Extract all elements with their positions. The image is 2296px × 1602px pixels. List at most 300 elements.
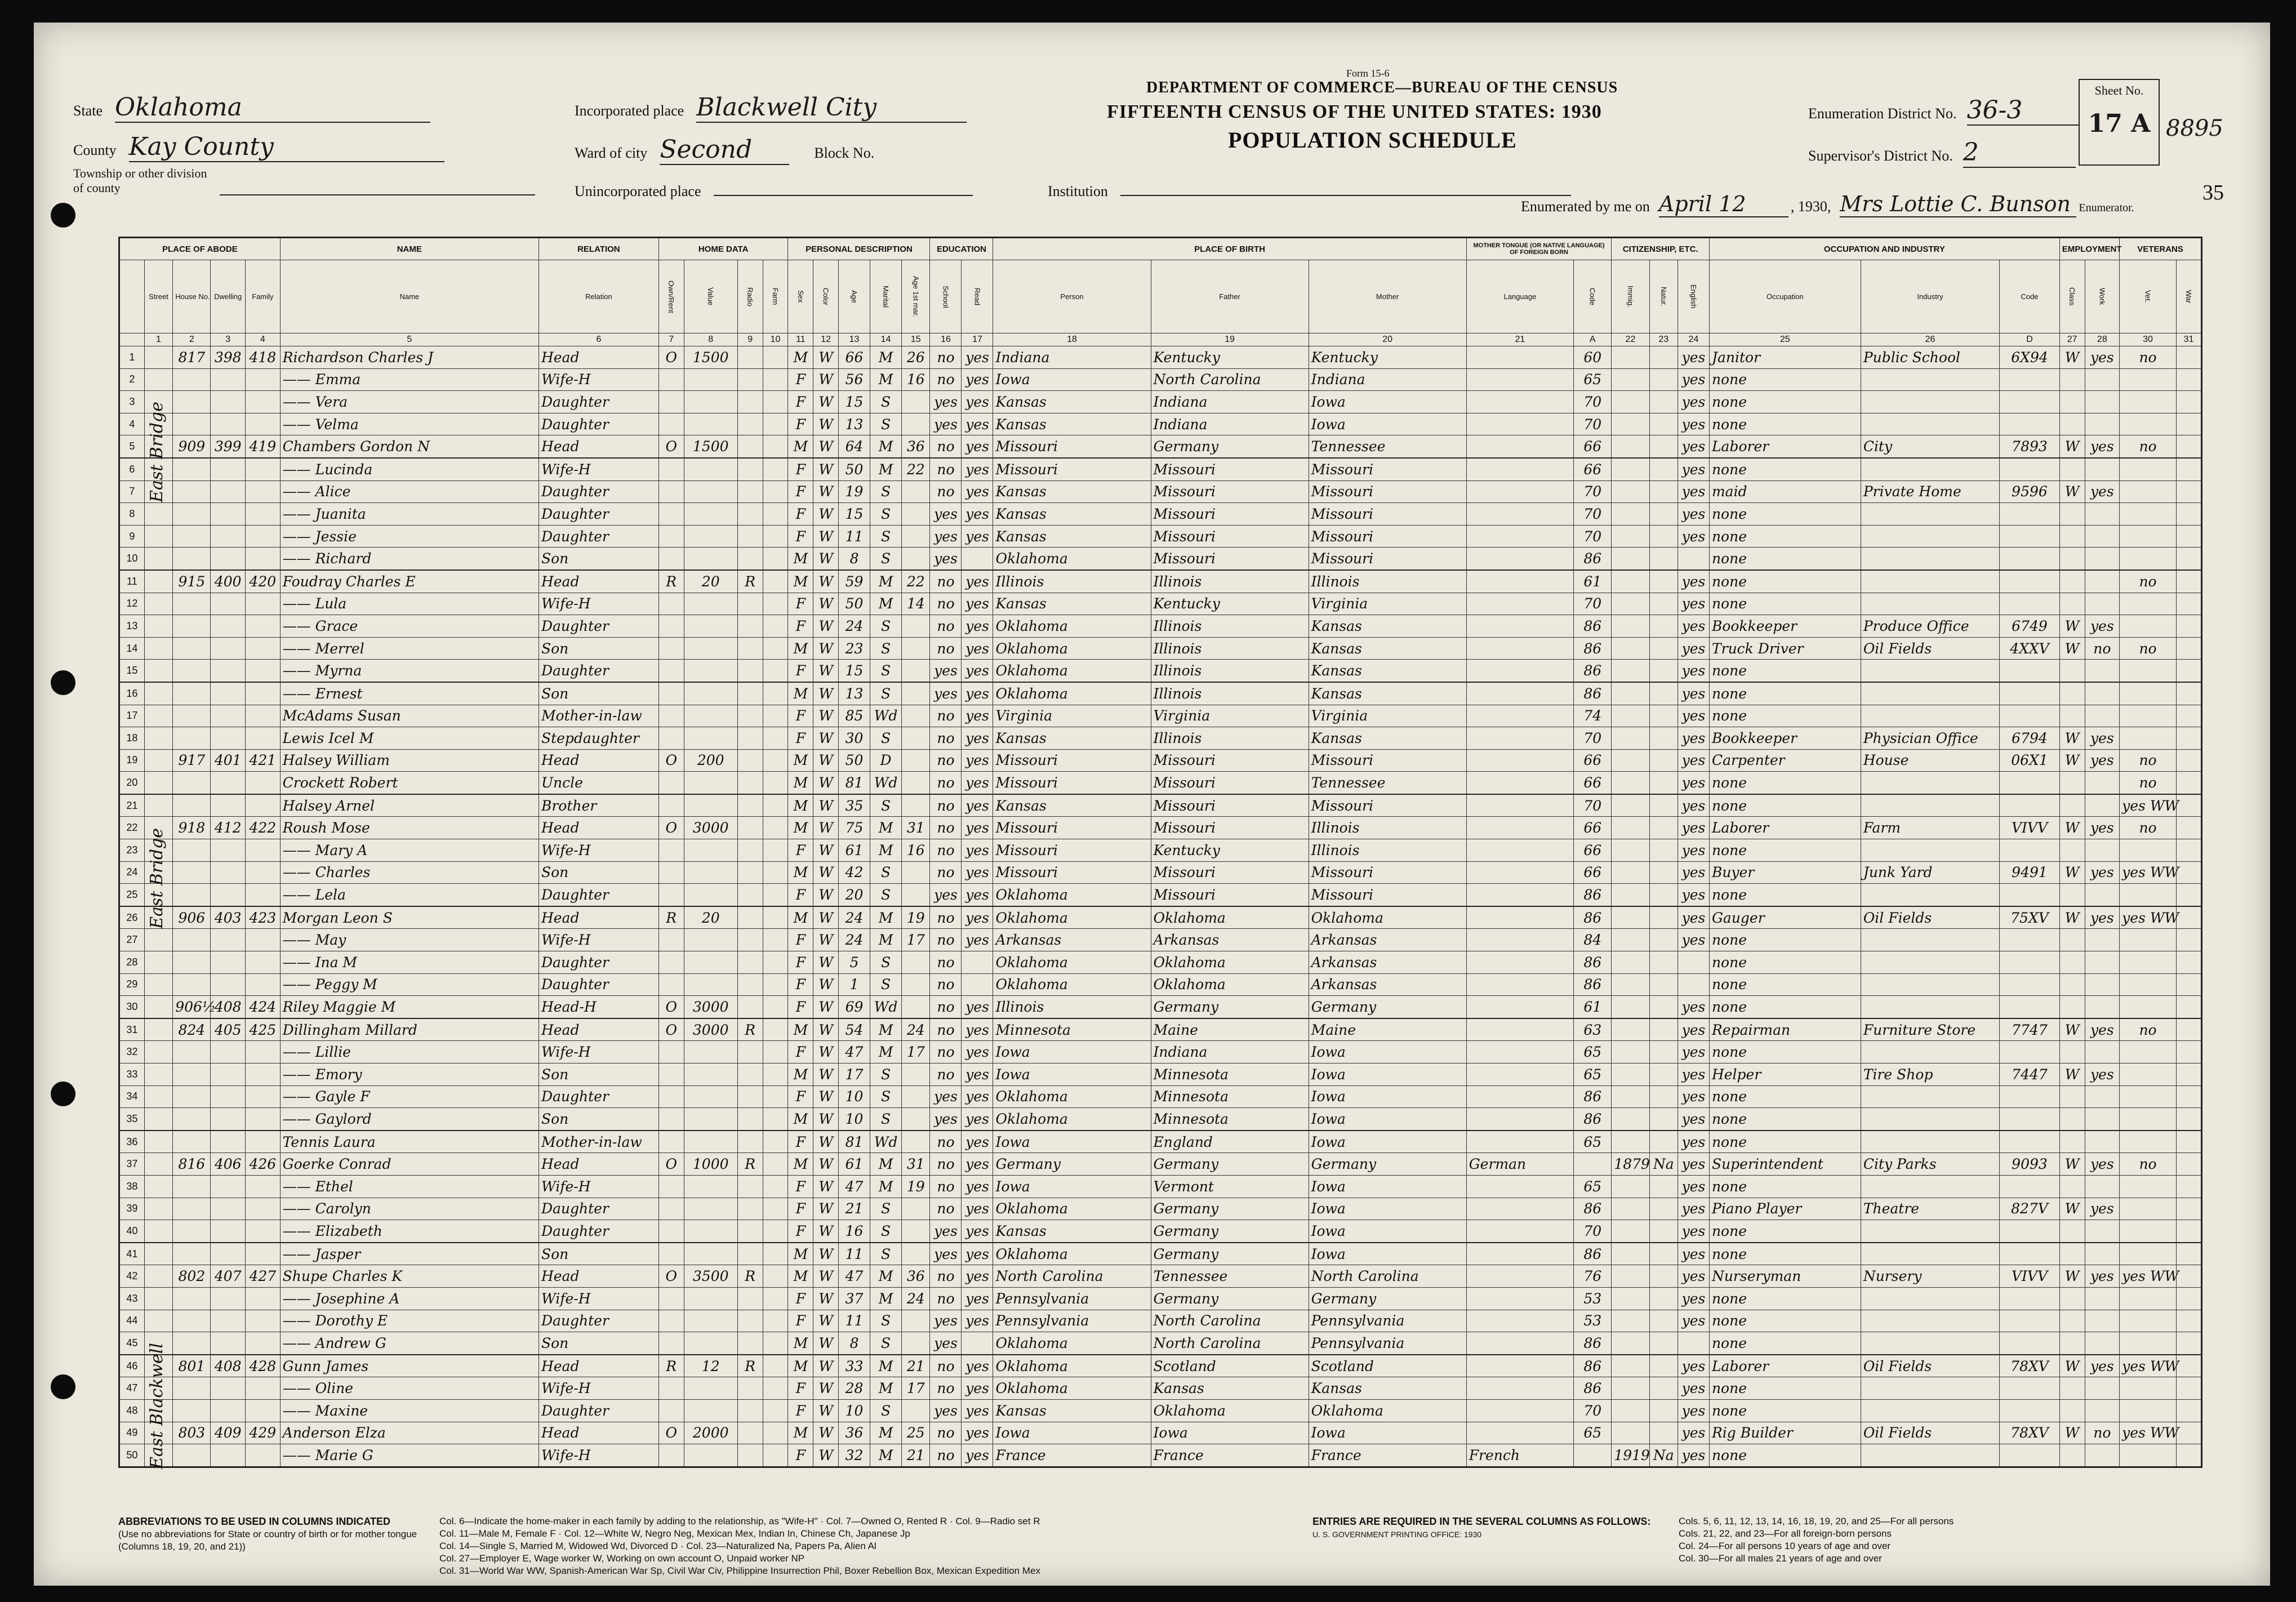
- home-value: [684, 1175, 737, 1198]
- age-at-marriage: 24: [902, 1287, 930, 1310]
- birthplace-person: Oklahoma: [993, 1085, 1151, 1108]
- age: 54: [839, 1018, 870, 1041]
- age: 11: [839, 1243, 870, 1265]
- birth-code: 86: [1574, 906, 1612, 929]
- naturalization: [1649, 525, 1677, 548]
- veteran: [2120, 1175, 2177, 1198]
- home-tenure: [658, 525, 684, 548]
- unincorporated-label: Unincorporated place: [575, 183, 701, 199]
- table-row: [119, 929, 2202, 951]
- at-work: [2085, 682, 2120, 705]
- dwelling-number: [211, 1377, 246, 1400]
- occupation-code: 7893: [2000, 435, 2059, 458]
- house-number: [173, 503, 211, 526]
- naturalization: [1649, 346, 1677, 369]
- column-number: 15: [902, 333, 930, 346]
- home-tenure: [658, 1399, 684, 1422]
- institution-label: Institution: [1048, 183, 1108, 199]
- birthplace-mother: Missouri: [1309, 458, 1466, 480]
- occupation-code: 6794: [2000, 727, 2059, 750]
- farm-flag: [763, 1041, 788, 1063]
- line-number: 45: [119, 1332, 145, 1355]
- immigration-year: [1612, 817, 1649, 839]
- occupation-code: [2000, 996, 2059, 1018]
- at-work: yes: [2085, 1265, 2120, 1288]
- birthplace-father: Illinois: [1151, 660, 1309, 682]
- color-race: W: [813, 1220, 839, 1243]
- home-tenure: [658, 884, 684, 906]
- person-name: —— Jasper: [280, 1243, 539, 1265]
- occupation: Nurseryman: [1709, 1265, 1861, 1288]
- age: 56: [839, 368, 870, 391]
- immigration-year: [1612, 951, 1649, 974]
- color-race: W: [813, 548, 839, 570]
- family-number: [246, 458, 281, 480]
- house-number: [173, 1220, 211, 1243]
- family-number: 418: [246, 346, 281, 369]
- can-read: yes: [962, 570, 993, 593]
- home-tenure: O: [658, 817, 684, 839]
- occupation: Laborer: [1709, 435, 1861, 458]
- line-number: 46: [119, 1355, 145, 1377]
- house-number: 915: [173, 570, 211, 593]
- sex: M: [788, 435, 813, 458]
- war: [2176, 1243, 2201, 1265]
- occupation-code: [2000, 973, 2059, 996]
- table-row: [119, 413, 2202, 435]
- column-number: 18: [993, 333, 1151, 346]
- mother-tongue: [1466, 1085, 1573, 1108]
- relation: Uncle: [539, 772, 658, 794]
- naturalization: [1649, 1287, 1677, 1310]
- dwelling-number: [211, 637, 246, 660]
- mother-tongue: [1466, 929, 1573, 951]
- radio-set: R: [737, 1355, 763, 1377]
- relation: Daughter: [539, 1399, 658, 1422]
- age-at-marriage: 22: [902, 458, 930, 480]
- class-of-worker: [2059, 391, 2085, 413]
- color-race: W: [813, 525, 839, 548]
- veteran: [2120, 951, 2177, 974]
- birth-code: 61: [1574, 570, 1612, 593]
- naturalization: [1649, 435, 1677, 458]
- person-name: —— Lela: [280, 884, 539, 906]
- birthplace-mother: Illinois: [1309, 817, 1466, 839]
- at-work: yes: [2085, 1355, 2120, 1377]
- home-tenure: R: [658, 906, 684, 929]
- column-number: 10: [763, 333, 788, 346]
- dwelling-number: [211, 973, 246, 996]
- can-read: yes: [962, 884, 993, 906]
- birthplace-person: Oklahoma: [993, 1243, 1151, 1265]
- family-number: 429: [246, 1422, 281, 1444]
- birthplace-father: Indiana: [1151, 391, 1309, 413]
- class-of-worker: [2059, 1220, 2085, 1243]
- can-read: yes: [962, 615, 993, 638]
- at-work: [2085, 1108, 2120, 1131]
- incorporated-label: Incorporated place: [575, 103, 684, 119]
- home-value: [684, 727, 737, 750]
- family-number: [246, 1175, 281, 1198]
- dwelling-number: [211, 1332, 246, 1355]
- relation: Daughter: [539, 1310, 658, 1332]
- age-at-marriage: 16: [902, 368, 930, 391]
- person-name: Gunn James: [280, 1355, 539, 1377]
- immigration-year: [1612, 996, 1649, 1018]
- birthplace-person: Indiana: [993, 346, 1151, 369]
- can-read: yes: [962, 435, 993, 458]
- table-row: [119, 391, 2202, 413]
- group-occupation: OCCUPATION AND INDUSTRY: [1709, 238, 2059, 260]
- age: 28: [839, 1377, 870, 1400]
- occupation: none: [1709, 1243, 1861, 1265]
- birth-code: 65: [1574, 1422, 1612, 1444]
- class-of-worker: W: [2059, 435, 2085, 458]
- occupation: Gauger: [1709, 906, 1861, 929]
- farm-flag: [763, 1085, 788, 1108]
- form-number: Form 15-6: [1346, 68, 1390, 79]
- column-header: Immig.: [1612, 260, 1649, 333]
- table-row: [119, 1041, 2202, 1063]
- group-name: NAME: [280, 238, 539, 260]
- war: [2176, 1063, 2201, 1086]
- class-of-worker: [2059, 503, 2085, 526]
- abbrev-col14: Col. 14—Single S, Married M, Widowed Wd, Divorced D: [439, 1541, 678, 1551]
- abbrev-col6: Col. 6—Indicate the home-maker in each family by adding to the relationship, as "Wife-H": [439, 1516, 818, 1527]
- birth-code: 60: [1574, 346, 1612, 369]
- sex: F: [788, 458, 813, 480]
- school-attendance: no: [930, 772, 962, 794]
- veteran: [2120, 1198, 2177, 1220]
- sex: M: [788, 1063, 813, 1086]
- birthplace-person: Oklahoma: [993, 1377, 1151, 1400]
- abbrev-col27: Col. 27—Employer E, Wage worker W, Working on own account O, Unpaid worker NP: [439, 1553, 805, 1564]
- age: 59: [839, 570, 870, 593]
- birthplace-person: Iowa: [993, 1422, 1151, 1444]
- person-name: —— Vera: [280, 391, 539, 413]
- column-number: 5: [280, 333, 539, 346]
- birthplace-person: Missouri: [993, 839, 1151, 862]
- group-employment: EMPLOYMENT: [2059, 238, 2119, 260]
- birthplace-mother: Kansas: [1309, 682, 1466, 705]
- birth-code: 74: [1574, 705, 1612, 727]
- birthplace-father: Virginia: [1151, 705, 1309, 727]
- birth-code: 70: [1574, 480, 1612, 503]
- street-cell: [144, 1131, 172, 1153]
- war: [2176, 1444, 2201, 1467]
- house-number: [173, 794, 211, 817]
- line-number: 4: [119, 413, 145, 435]
- abbrev-note: (Use no abbreviations for State or country of birth or for mother tongue (Columns 18, 19, 20, and 21)): [118, 1529, 417, 1552]
- dwelling-number: [211, 1175, 246, 1198]
- birth-code: 86: [1574, 1355, 1612, 1377]
- industry: [1861, 839, 1999, 862]
- marital-status: S: [870, 1108, 902, 1131]
- family-number: [246, 973, 281, 996]
- farm-flag: [763, 480, 788, 503]
- home-tenure: [658, 1041, 684, 1063]
- speaks-english: [1677, 951, 1709, 974]
- dwelling-number: [211, 682, 246, 705]
- age-at-marriage: [902, 548, 930, 570]
- home-tenure: [658, 1377, 684, 1400]
- age-at-marriage: [902, 1108, 930, 1131]
- school-attendance: no: [930, 1265, 962, 1288]
- birth-code: 86: [1574, 1198, 1612, 1220]
- relation: Daughter: [539, 391, 658, 413]
- industry: [1861, 1175, 1999, 1198]
- column-header: Natur.: [1649, 260, 1677, 333]
- can-read: yes: [962, 480, 993, 503]
- marital-status: Wd: [870, 1131, 902, 1153]
- farm-flag: [763, 435, 788, 458]
- home-tenure: [658, 503, 684, 526]
- relation: Head-H: [539, 996, 658, 1018]
- dwelling-number: 401: [211, 749, 246, 772]
- war: [2176, 368, 2201, 391]
- marital-status: M: [870, 1153, 902, 1176]
- mother-tongue: [1466, 861, 1573, 884]
- immigration-year: [1612, 570, 1649, 593]
- home-value: [684, 593, 737, 615]
- sex: M: [788, 548, 813, 570]
- class-of-worker: W: [2059, 1063, 2085, 1086]
- school-attendance: yes: [930, 1220, 962, 1243]
- line-number: 43: [119, 1287, 145, 1310]
- can-read: yes: [962, 861, 993, 884]
- farm-flag: [763, 727, 788, 750]
- table-row: [119, 1131, 2202, 1153]
- relation: Son: [539, 637, 658, 660]
- home-value: [684, 413, 737, 435]
- birthplace-person: Oklahoma: [993, 1332, 1151, 1355]
- birthplace-father: Germany: [1151, 1198, 1309, 1220]
- can-read: yes: [962, 794, 993, 817]
- birthplace-father: Oklahoma: [1151, 951, 1309, 974]
- column-number: 16: [930, 333, 962, 346]
- war: [2176, 727, 2201, 750]
- marital-status: M: [870, 1355, 902, 1377]
- naturalization: [1649, 1198, 1677, 1220]
- line-number: 31: [119, 1018, 145, 1041]
- farm-flag: [763, 1220, 788, 1243]
- home-value: [684, 1444, 737, 1467]
- mother-tongue: [1466, 1355, 1573, 1377]
- birthplace-mother: Pennsylvania: [1309, 1332, 1466, 1355]
- occupation-code: [2000, 1377, 2059, 1400]
- marital-status: M: [870, 593, 902, 615]
- naturalization: [1649, 1085, 1677, 1108]
- radio-set: [737, 637, 763, 660]
- table-row: [119, 705, 2202, 727]
- radio-set: [737, 1444, 763, 1467]
- age: 10: [839, 1108, 870, 1131]
- immigration-year: [1612, 458, 1649, 480]
- block-label: Block No.: [814, 145, 875, 161]
- home-value: 20: [684, 570, 737, 593]
- table-row: [119, 503, 2202, 526]
- relation: Wife-H: [539, 1175, 658, 1198]
- speaks-english: yes: [1677, 1220, 1709, 1243]
- industry: Furniture Store: [1861, 1018, 1999, 1041]
- immigration-year: [1612, 772, 1649, 794]
- naturalization: [1649, 1422, 1677, 1444]
- age-at-marriage: 19: [902, 1175, 930, 1198]
- birthplace-person: Oklahoma: [993, 906, 1151, 929]
- speaks-english: yes: [1677, 1243, 1709, 1265]
- home-value: [684, 861, 737, 884]
- birthplace-person: Iowa: [993, 1041, 1151, 1063]
- veteran: [2120, 1131, 2177, 1153]
- house-number: [173, 1243, 211, 1265]
- birthplace-father: Illinois: [1151, 615, 1309, 638]
- home-value: [684, 1108, 737, 1131]
- industry: [1861, 996, 1999, 1018]
- veteran: no: [2120, 1018, 2177, 1041]
- occupation-code: [2000, 682, 2059, 705]
- abbrev-col9: Col. 9—Radio set R: [955, 1516, 1040, 1527]
- home-value: [684, 951, 737, 974]
- column-number: 21: [1466, 333, 1573, 346]
- birthplace-mother: Iowa: [1309, 413, 1466, 435]
- naturalization: [1649, 906, 1677, 929]
- sex: M: [788, 1018, 813, 1041]
- immigration-year: [1612, 480, 1649, 503]
- home-value: [684, 1243, 737, 1265]
- dwelling-number: 409: [211, 1422, 246, 1444]
- home-tenure: [658, 1198, 684, 1220]
- industry: [1861, 570, 1999, 593]
- class-of-worker: W: [2059, 906, 2085, 929]
- veteran: [2120, 1444, 2177, 1467]
- industry: [1861, 458, 1999, 480]
- house-number: [173, 525, 211, 548]
- veteran: no: [2120, 637, 2177, 660]
- age-at-marriage: 17: [902, 1377, 930, 1400]
- home-tenure: [658, 727, 684, 750]
- war: [2176, 480, 2201, 503]
- birthplace-father: Missouri: [1151, 884, 1309, 906]
- sex: F: [788, 615, 813, 638]
- veteran: no: [2120, 346, 2177, 369]
- column-number: 30: [2120, 333, 2177, 346]
- census-title: FIFTEENTH CENSUS OF THE UNITED STATES: 1930: [1107, 101, 1602, 122]
- radio-set: [737, 1422, 763, 1444]
- family-number: [246, 615, 281, 638]
- relation: Stepdaughter: [539, 727, 658, 750]
- home-value: [684, 929, 737, 951]
- birthplace-father: Kansas: [1151, 1377, 1309, 1400]
- relation: Wife-H: [539, 458, 658, 480]
- occupation: none: [1709, 772, 1861, 794]
- immigration-year: [1612, 548, 1649, 570]
- farm-flag: [763, 1377, 788, 1400]
- person-name: —— Emory: [280, 1063, 539, 1086]
- column-header: Name: [280, 260, 539, 333]
- at-work: [2085, 839, 2120, 862]
- war: [2176, 458, 2201, 480]
- can-read: yes: [962, 637, 993, 660]
- family-number: [246, 1444, 281, 1467]
- birth-code: 86: [1574, 1243, 1612, 1265]
- color-race: W: [813, 839, 839, 862]
- group-citizenship: CITIZENSHIP, ETC.: [1612, 238, 1710, 260]
- immigration-year: [1612, 1355, 1649, 1377]
- mother-tongue: [1466, 1198, 1573, 1220]
- mother-tongue: [1466, 884, 1573, 906]
- occupation: none: [1709, 973, 1861, 996]
- family-number: [246, 1377, 281, 1400]
- dwelling-number: [211, 1131, 246, 1153]
- birthplace-mother: Arkansas: [1309, 973, 1466, 996]
- birthplace-person: Kansas: [993, 593, 1151, 615]
- birthplace-person: Kansas: [993, 1399, 1151, 1422]
- column-number: 1: [144, 333, 172, 346]
- person-name: —— Peggy M: [280, 973, 539, 996]
- home-tenure: [658, 1175, 684, 1198]
- class-of-worker: [2059, 1175, 2085, 1198]
- family-number: 420: [246, 570, 281, 593]
- class-of-worker: W: [2059, 480, 2085, 503]
- birth-code: 70: [1574, 794, 1612, 817]
- family-number: [246, 525, 281, 548]
- school-attendance: no: [930, 1175, 962, 1198]
- column-number: 23: [1649, 333, 1677, 346]
- naturalization: [1649, 1108, 1677, 1131]
- at-work: [2085, 1175, 2120, 1198]
- naturalization: [1649, 1310, 1677, 1332]
- home-tenure: [658, 772, 684, 794]
- mother-tongue: [1466, 749, 1573, 772]
- person-name: Dillingham Millard: [280, 1018, 539, 1041]
- color-race: W: [813, 1063, 839, 1086]
- birthplace-person: Missouri: [993, 861, 1151, 884]
- at-work: no: [2085, 1422, 2120, 1444]
- occupation-code: [2000, 1220, 2059, 1243]
- marital-status: S: [870, 615, 902, 638]
- naturalization: [1649, 817, 1677, 839]
- home-tenure: [658, 929, 684, 951]
- can-read: yes: [962, 413, 993, 435]
- family-number: 423: [246, 906, 281, 929]
- home-value: [684, 1063, 737, 1086]
- birthplace-father: Illinois: [1151, 570, 1309, 593]
- birthplace-person: Oklahoma: [993, 637, 1151, 660]
- naturalization: [1649, 480, 1677, 503]
- school-attendance: no: [930, 480, 962, 503]
- table-row: [119, 1175, 2202, 1198]
- home-tenure: O: [658, 1018, 684, 1041]
- family-number: [246, 368, 281, 391]
- relation: Head: [539, 1265, 658, 1288]
- industry: [1861, 951, 1999, 974]
- person-name: —— Charles: [280, 861, 539, 884]
- radio-set: [737, 525, 763, 548]
- mother-tongue: [1466, 1377, 1573, 1400]
- war: [2176, 1310, 2201, 1332]
- immigration-year: [1612, 906, 1649, 929]
- age-at-marriage: [902, 503, 930, 526]
- war: [2176, 1422, 2201, 1444]
- family-number: [246, 1399, 281, 1422]
- relation: Son: [539, 1243, 658, 1265]
- occupation-code: [2000, 1243, 2059, 1265]
- house-number: 918: [173, 817, 211, 839]
- industry: City Parks: [1861, 1153, 1999, 1176]
- column-header: Value: [684, 260, 737, 333]
- column-header: Code: [2000, 260, 2059, 333]
- occupation: none: [1709, 660, 1861, 682]
